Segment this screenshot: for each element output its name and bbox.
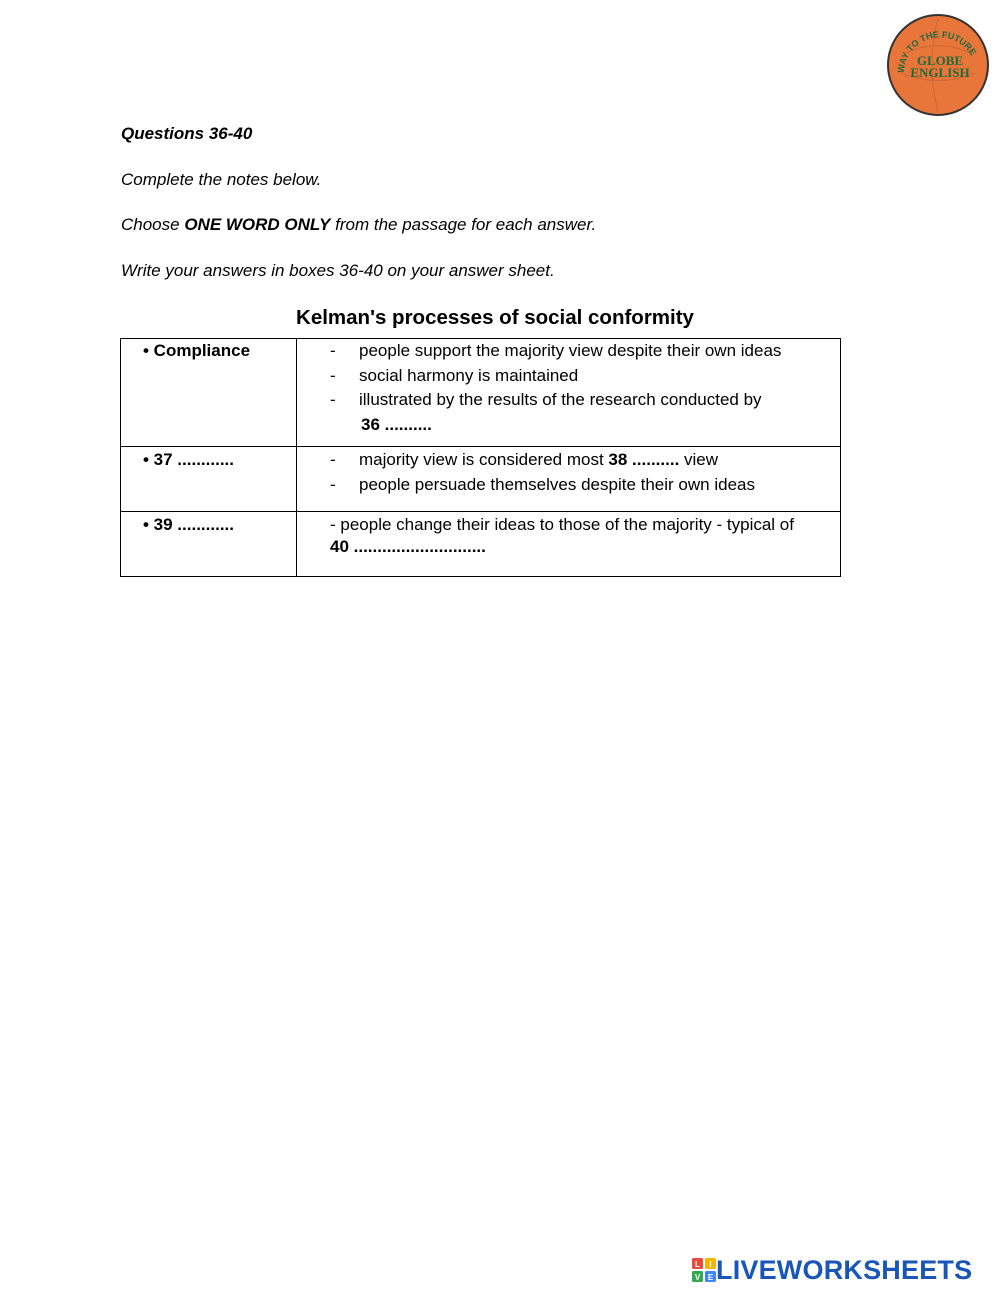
note-line: - people persuade themselves despite their own ideas <box>297 473 840 498</box>
instruction-write: Write your answers in boxes 36-40 on your answer sheet. <box>121 261 555 280</box>
row-label-39[interactable]: • 39 ............ <box>143 515 234 534</box>
content-cell <box>297 447 841 512</box>
svg-text:L: L <box>695 1260 700 1269</box>
label-cell <box>121 447 297 512</box>
label-cell <box>121 339 297 447</box>
note-line: - people change their ideas to those of the majority - typical of <box>330 515 794 534</box>
svg-text:I: I <box>709 1260 712 1269</box>
instruction-complete: Complete the notes below. <box>121 170 322 189</box>
dash: - <box>330 450 336 469</box>
label-cell <box>121 512 297 577</box>
liveworksheets-brand[interactable]: LIVEWORKSHEETS <box>716 1255 973 1285</box>
content-cell <box>297 512 841 577</box>
table-title: Kelman's processes of social conformity <box>296 306 694 329</box>
logo-arc-text: WAY TO THE FUTURE <box>895 29 979 74</box>
row-label: • Compliance <box>143 341 251 360</box>
choose-bold: ONE WORD ONLY <box>184 215 331 234</box>
liveworksheets-icon <box>692 1258 716 1282</box>
table-row <box>121 447 841 512</box>
svg-text:V: V <box>694 1273 701 1282</box>
choose-suffix: from the passage for each answer. <box>330 215 597 234</box>
note-line: - social harmony is maintained <box>297 364 840 389</box>
table-row <box>121 339 841 447</box>
content-cell <box>297 339 841 447</box>
note-line: - illustrated by the results of the research conducted by <box>297 388 840 413</box>
dash: - <box>330 474 336 494</box>
dash: - <box>330 365 336 385</box>
note-line: - majority view is considered most 38 .......... view <box>297 448 840 473</box>
choose-prefix: Choose <box>121 215 185 234</box>
row-label-37[interactable]: • 37 ............ <box>143 450 234 469</box>
svg-text:E: E <box>707 1273 714 1282</box>
table-row <box>121 512 841 577</box>
logo-line1: GLOBE <box>916 53 964 68</box>
dash: - <box>330 390 336 409</box>
notes-table <box>120 338 841 577</box>
dash: - <box>330 341 336 360</box>
instruction-choose <box>121 215 596 235</box>
answer-gap-36[interactable]: 36 .......... <box>361 414 432 434</box>
note-line: - people support the majority view despite their own ideas <box>297 339 840 364</box>
questions-heading: Questions 36-40 <box>121 124 253 143</box>
answer-gap-40[interactable]: 40 ............................ <box>330 537 486 556</box>
answer-gap-38[interactable]: 38 .......... <box>608 450 680 469</box>
globe-english-logo <box>886 13 990 117</box>
logo-line2: ENGLISH <box>910 65 970 80</box>
